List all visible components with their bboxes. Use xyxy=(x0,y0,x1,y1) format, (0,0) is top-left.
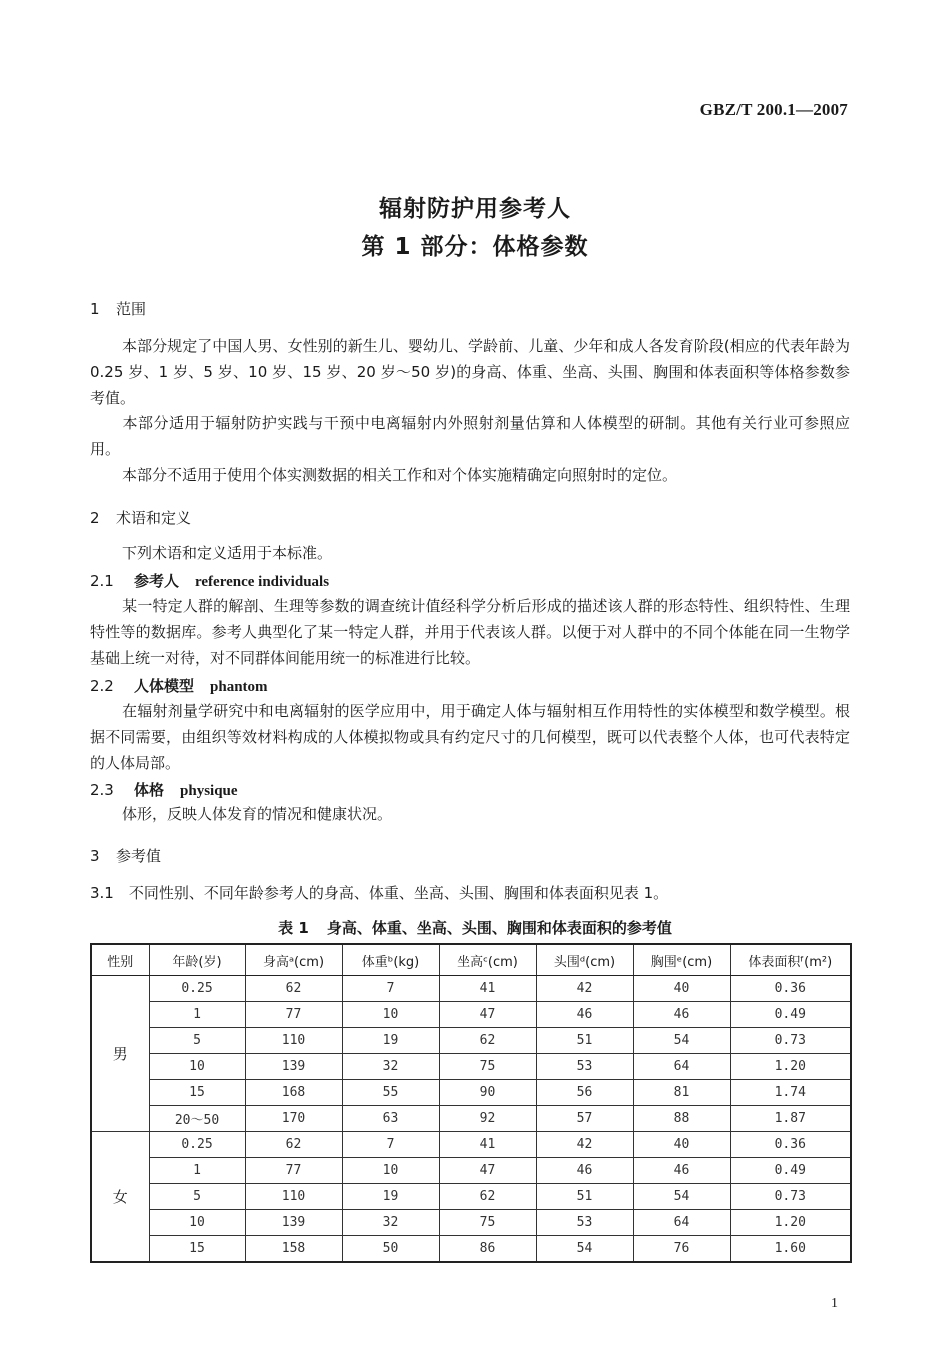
sex-cell: 男 xyxy=(91,976,149,1132)
table-cell: 5 xyxy=(149,1184,245,1210)
table-cell: 40 xyxy=(633,1132,730,1158)
table-caption-text: 身高、体重、坐高、头围、胸围和体表面积的参考值 xyxy=(326,919,672,937)
table-cell: 0.49 xyxy=(730,1002,851,1028)
column-header: 头围ᵈ(cm) xyxy=(536,944,633,976)
term-2-3-definition xyxy=(90,801,850,827)
section-1-paragraph-3 xyxy=(90,462,850,488)
table-cell: 54 xyxy=(536,1236,633,1263)
table-cell: 55 xyxy=(342,1080,439,1106)
table-cell: 15 xyxy=(149,1236,245,1263)
table-row xyxy=(91,1132,851,1158)
table-cell: 56 xyxy=(536,1080,633,1106)
paragraph-text: 体形，反映人体发育的情况和健康状况。 xyxy=(122,805,393,823)
term-2-3-heading xyxy=(90,779,238,800)
table-cell: 1 xyxy=(149,1158,245,1184)
table-cell: 170 xyxy=(245,1106,342,1132)
table-cell: 10 xyxy=(342,1002,439,1028)
table-cell: 1.20 xyxy=(730,1210,851,1236)
section-title: 参考值 xyxy=(116,847,162,865)
table-cell: 32 xyxy=(342,1054,439,1080)
table-cell: 139 xyxy=(245,1054,342,1080)
table-cell: 62 xyxy=(245,976,342,1002)
table-cell: 46 xyxy=(633,1002,730,1028)
table-cell: 75 xyxy=(439,1210,536,1236)
section-2-heading xyxy=(90,507,191,528)
table-cell: 1.87 xyxy=(730,1106,851,1132)
term-2-2-definition xyxy=(90,698,850,776)
table-row xyxy=(91,1054,851,1080)
table-row xyxy=(91,1106,851,1132)
section-number: 1 xyxy=(90,300,100,318)
section-title: 范围 xyxy=(116,300,147,318)
table-cell: 10 xyxy=(342,1158,439,1184)
table-cell: 168 xyxy=(245,1080,342,1106)
table-cell: 0.73 xyxy=(730,1184,851,1210)
column-header: 体重ᵇ(kg) xyxy=(342,944,439,976)
table-cell: 0.73 xyxy=(730,1028,851,1054)
paragraph-text: 本部分适用于辐射防护实践与干预中电离辐射内外照射剂量估算和人体模型的研制。其他有关行业可参照应用。 xyxy=(90,414,850,458)
column-header: 身高ᵃ(cm) xyxy=(245,944,342,976)
column-header: 体表面积ᶠ(m²) xyxy=(730,944,851,976)
table-cell: 47 xyxy=(439,1002,536,1028)
paragraph-text: 本部分规定了中国人男、女性别的新生儿、婴幼儿、学龄前、儿童、少年和成人各发育阶段(相应的代表年龄为 0.25 岁、1 岁、5 岁、10 岁、15 岁、20 岁～50 岁)的身高、体重、坐高、头围、胸围和体表面积等体格参数参考值。 xyxy=(90,337,850,407)
table-cell: 0.25 xyxy=(149,976,245,1002)
table-row xyxy=(91,1002,851,1028)
section-2-intro xyxy=(90,540,850,566)
reference-values-table xyxy=(90,943,852,1263)
section-1-paragraph-1 xyxy=(90,333,850,411)
table-cell: 47 xyxy=(439,1158,536,1184)
table-cell: 1.20 xyxy=(730,1054,851,1080)
table-cell: 51 xyxy=(536,1028,633,1054)
table-cell: 19 xyxy=(342,1028,439,1054)
table-caption-label: 表 1 xyxy=(278,919,309,937)
term-2-1-definition xyxy=(90,593,850,671)
table-cell: 92 xyxy=(439,1106,536,1132)
table-cell: 1.74 xyxy=(730,1080,851,1106)
term-chinese: 参考人 xyxy=(134,572,180,590)
table-row xyxy=(91,1210,851,1236)
term-2-2-heading xyxy=(90,675,268,696)
table-cell: 41 xyxy=(439,976,536,1002)
paragraph-text: 下列术语和定义适用于本标准。 xyxy=(122,544,333,562)
section-number: 3 xyxy=(90,847,100,865)
table-cell: 46 xyxy=(536,1158,633,1184)
table-cell: 0.36 xyxy=(730,976,851,1002)
term-number: 2.2 xyxy=(90,677,114,695)
table-cell: 7 xyxy=(342,1132,439,1158)
table-cell: 88 xyxy=(633,1106,730,1132)
document-title: 辐射防护用参考人 xyxy=(379,196,571,222)
table-row xyxy=(91,1028,851,1054)
section-1-paragraph-2 xyxy=(90,410,850,462)
table-cell: 7 xyxy=(342,976,439,1002)
page-number: 1 xyxy=(831,1296,838,1311)
table-cell: 158 xyxy=(245,1236,342,1263)
section-3-paragraph-1 xyxy=(90,880,850,906)
table-cell: 57 xyxy=(536,1106,633,1132)
table-cell: 0.49 xyxy=(730,1158,851,1184)
table-cell: 75 xyxy=(439,1054,536,1080)
column-header: 性别 xyxy=(91,944,149,976)
table-row xyxy=(91,1158,851,1184)
section-title: 术语和定义 xyxy=(116,509,192,527)
document-subtitle: 第 1 部分：体格参数 xyxy=(361,234,589,260)
table-cell: 53 xyxy=(536,1210,633,1236)
term-number: 2.3 xyxy=(90,781,114,799)
table-cell: 41 xyxy=(439,1132,536,1158)
table-cell: 53 xyxy=(536,1054,633,1080)
table-cell: 110 xyxy=(245,1028,342,1054)
term-number: 2.1 xyxy=(90,572,114,590)
table-row xyxy=(91,1080,851,1106)
table-cell: 110 xyxy=(245,1184,342,1210)
table-cell: 19 xyxy=(342,1184,439,1210)
section-3-heading xyxy=(90,845,161,866)
table-cell: 77 xyxy=(245,1002,342,1028)
table-cell: 50 xyxy=(342,1236,439,1263)
term-chinese: 体格 xyxy=(134,781,165,799)
table-cell: 51 xyxy=(536,1184,633,1210)
table-cell: 64 xyxy=(633,1210,730,1236)
standard-code: GBZ/T 200.1—2007 xyxy=(699,100,848,119)
table-row xyxy=(91,1236,851,1263)
table-cell: 62 xyxy=(439,1184,536,1210)
table-caption xyxy=(0,917,950,938)
table-cell: 15 xyxy=(149,1080,245,1106)
table-cell: 40 xyxy=(633,976,730,1002)
table-cell: 42 xyxy=(536,1132,633,1158)
table-cell: 63 xyxy=(342,1106,439,1132)
paragraph-text: 3.1 不同性别、不同年龄参考人的身高、体重、坐高、头围、胸围和体表面积见表 1。 xyxy=(90,884,669,902)
table-cell: 54 xyxy=(633,1184,730,1210)
term-english: reference individuals xyxy=(195,574,330,590)
table-cell: 64 xyxy=(633,1054,730,1080)
table-cell: 42 xyxy=(536,976,633,1002)
table-cell: 32 xyxy=(342,1210,439,1236)
paragraph-text: 本部分不适用于使用个体实测数据的相关工作和对个体实施精确定向照射时的定位。 xyxy=(122,466,678,484)
table-cell: 10 xyxy=(149,1210,245,1236)
paragraph-text: 在辐射剂量学研究中和电离辐射的医学应用中，用于确定人体与辐射相互作用特性的实体模型和数学模型。根据不同需要，由组织等效材料构成的人体模拟物或具有约定尺寸的几何模型，既可以代表整个人体，也可代表特定的人体局部。 xyxy=(90,702,850,772)
table-cell: 0.25 xyxy=(149,1132,245,1158)
section-1-heading xyxy=(90,298,146,319)
table-cell: 86 xyxy=(439,1236,536,1263)
section-number: 2 xyxy=(90,509,100,527)
term-chinese: 人体模型 xyxy=(134,677,195,695)
table-header-row xyxy=(91,944,851,976)
table-cell: 77 xyxy=(245,1158,342,1184)
column-header: 年龄(岁) xyxy=(149,944,245,976)
sex-cell: 女 xyxy=(91,1132,149,1263)
column-header: 坐高ᶜ(cm) xyxy=(439,944,536,976)
table-cell: 62 xyxy=(245,1132,342,1158)
table-cell: 81 xyxy=(633,1080,730,1106)
table-cell: 5 xyxy=(149,1028,245,1054)
table-cell: 76 xyxy=(633,1236,730,1263)
table-cell: 10 xyxy=(149,1054,245,1080)
table-cell: 139 xyxy=(245,1210,342,1236)
table-row xyxy=(91,976,851,1002)
table-cell: 0.36 xyxy=(730,1132,851,1158)
table-cell: 90 xyxy=(439,1080,536,1106)
term-english: physique xyxy=(180,783,238,799)
table-cell: 1 xyxy=(149,1002,245,1028)
paragraph-text: 某一特定人群的解剖、生理等参数的调查统计值经科学分析后形成的描述该人群的形态特性、组织特性、生理特性等的数据库。参考人典型化了某一特定人群，并用于代表该人群。以便于对人群中的不同个体能在同一生物学基础上统一对待，对不同群体间能用统一的标准进行比较。 xyxy=(90,597,850,667)
table-cell: 46 xyxy=(633,1158,730,1184)
term-2-1-heading xyxy=(90,570,329,591)
column-header: 胸围ᵉ(cm) xyxy=(633,944,730,976)
table-row xyxy=(91,1184,851,1210)
table-cell: 62 xyxy=(439,1028,536,1054)
table-cell: 46 xyxy=(536,1002,633,1028)
table-cell: 20～50 xyxy=(149,1106,245,1132)
table-cell: 54 xyxy=(633,1028,730,1054)
term-english: phantom xyxy=(210,679,268,695)
table-cell: 1.60 xyxy=(730,1236,851,1263)
